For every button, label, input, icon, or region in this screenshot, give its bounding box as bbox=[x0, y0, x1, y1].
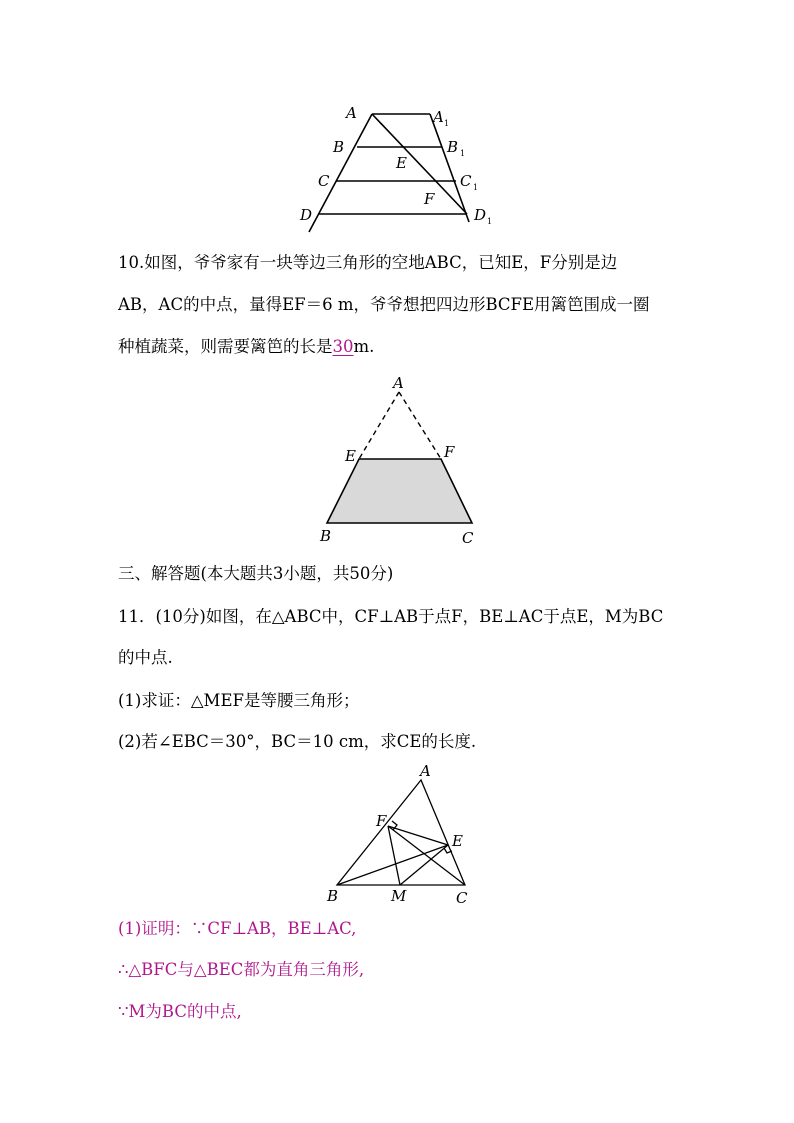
fig1-label-C: C bbox=[318, 172, 330, 190]
solution-line-3: ∵M为BC的中点, bbox=[118, 1002, 242, 1021]
fig3-label-A: A bbox=[420, 762, 431, 780]
fig1-label-A: A bbox=[346, 104, 357, 122]
q10-line-3-text: 种植蔬菜，则需要篱笆的长是 bbox=[118, 337, 333, 356]
section-3-heading: 三、解答题(本大题共3小题，共50分) bbox=[118, 564, 394, 583]
fig1-label-A1: A bbox=[433, 108, 444, 126]
solution-line-2: ∴△BFC与△BEC都为直角三角形, bbox=[118, 960, 365, 979]
q11-line-2: 的中点. bbox=[118, 648, 173, 667]
fig1-label-F: F bbox=[424, 190, 435, 208]
q11-part-2: (2)若∠EBC＝30°，BC＝10 cm，求CE的长度. bbox=[118, 732, 477, 751]
q10-line-1: 10.如图，爷爷家有一块等边三角形的空地ABC，已知E，F分别是边 bbox=[118, 253, 618, 272]
q10-unit: m. bbox=[353, 337, 375, 356]
q11-part-1: (1)求证：△MEF是等腰三角形； bbox=[118, 691, 360, 710]
fig1-label-C1: C bbox=[460, 172, 472, 190]
q11-line-1: 11．(10分)如图，在△ABC中，CF⊥AB于点F，BE⊥AC于点E，M为BC bbox=[118, 607, 664, 626]
fig3-label-C: C bbox=[456, 889, 468, 907]
fig2-label-C: C bbox=[462, 529, 474, 547]
fig3-label-F: F bbox=[376, 812, 387, 830]
fig3-label-M: M bbox=[391, 887, 407, 905]
q10-line-2: AB，AC的中点，量得EF＝6 m，爷爷想把四边形BCFE用篱笆围成一圈 bbox=[118, 295, 650, 314]
fig2-label-E: E bbox=[345, 447, 356, 465]
fig1-label-B: B bbox=[333, 138, 345, 156]
fig1-sub-A1: 1 bbox=[444, 119, 450, 128]
solution-line-1: (1)证明：∵CF⊥AB，BE⊥AC, bbox=[118, 919, 357, 938]
fig2-label-F: F bbox=[444, 443, 455, 461]
fig1-sub-C1: 1 bbox=[473, 183, 479, 192]
fig1-label-E: E bbox=[396, 154, 407, 172]
fig1-label-D: D bbox=[300, 206, 313, 224]
fig3-label-B: B bbox=[327, 887, 339, 905]
fig1-label-B1: B bbox=[447, 138, 459, 156]
fig1-sub-D1: 1 bbox=[487, 217, 493, 226]
fig3-label-E: E bbox=[452, 832, 463, 850]
q10-answer: 30 bbox=[332, 337, 354, 356]
fig1-label-D1: D bbox=[474, 206, 487, 224]
fig1-sub-B1: 1 bbox=[460, 149, 466, 158]
fig2-label-B: B bbox=[320, 527, 332, 545]
fig2-label-A: A bbox=[393, 374, 404, 392]
